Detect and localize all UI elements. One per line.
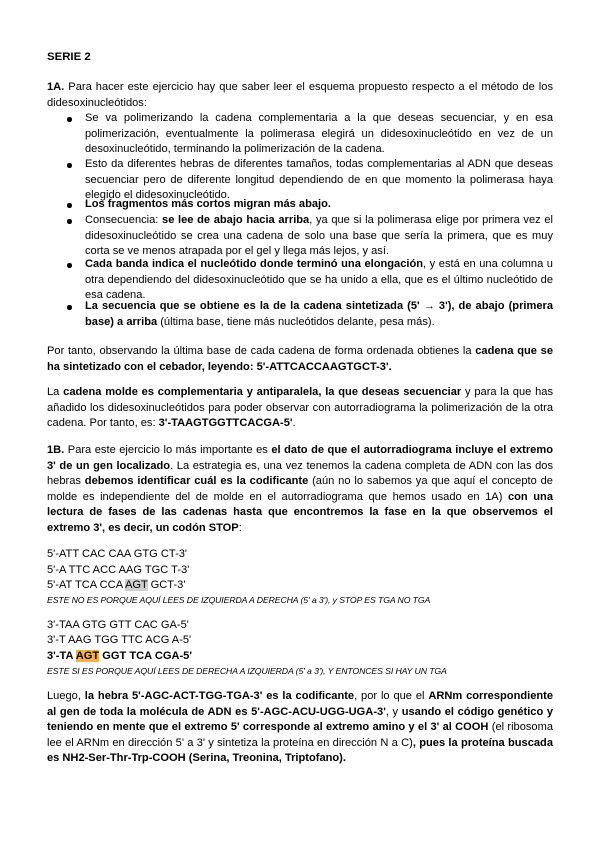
paragraph-bold-text: cadena que se ha sintetizado con el cebador, leyendo: 5'-ATTCACCAAGTGCT-3'. <box>47 345 553 373</box>
page-title: SERIE 2 <box>47 51 91 63</box>
section-1b-paragraph <box>47 443 553 537</box>
bullet-text: (última base, tiene más nucleótidos delante, pesa más). <box>157 315 435 328</box>
paragraph-text: . La estrategia es, una vez tenemos la cadena completa de ADN con las dos hebras <box>47 459 553 488</box>
bullet-bold-text: La secuencia que se obtiene es la de la cadena sintetizada (5' → 3'), de abajo (primera base) a arriba <box>85 300 553 328</box>
sequence-line: 3'-T AAG TGG TTC ACG A-5' <box>47 634 192 646</box>
paragraph-text: Para hacer este ejercicio hay que saber leer el esquema propuesto respecto a el método de los didesoxinucleótidos: <box>47 81 553 109</box>
paragraph-bold-text: con una lectura de fases de las cadenas hasta que encontremos la fase en la que observemos el extremo 3', es decir, un codón STOP <box>47 490 553 534</box>
sequence-line: 5'-ATT CAC CAA GTG CT-3' <box>47 548 188 560</box>
bullet-text: , ya que si la polimerasa elige por primera vez el didesoxinucleótido se crea una cadena de solo una base que sería la primera, que es muy corta se ve menos atrapada por el gel y llega más lejos, y así. <box>85 214 553 258</box>
paragraph <box>47 344 553 375</box>
bullet-text: Consecuencia: <box>85 214 163 226</box>
sequence-text: GCT-3' <box>147 579 186 591</box>
bullet-item <box>85 213 553 260</box>
paragraph-text: . <box>292 417 296 430</box>
paragraph-text: Por tanto, observando la última base de cada cadena de forma ordenada obtienes la <box>47 345 476 357</box>
conclusion-paragraph <box>47 689 553 767</box>
annotation-note: ESTE NO ES PORQUE AQUÍ LEES DE IZQUIERDA A DERECHA (5' a 3'), y STOP ES TGA NO TGA <box>47 595 431 605</box>
paragraph-text: y para la que has añadido los didesoxinucleótidos para poder observar con autorradiograma la polimerización de la otra cadena. Por tanto, es: <box>47 386 553 430</box>
paragraph-text: (aún no lo sabemos ya que aquí el concepto de molde es independiente del de molde en el autorradiograma que hemos usado en 1A) <box>47 475 553 503</box>
bullet-item: Se va polimerizando la cadena complementaria a la que deseas secuenciar, y en esa polimerización, eventualmente la polimerasa elegirá un didesoxinucleótido en vez de un desoxinucleótido, terminando la polimerización de la cadena. <box>85 111 553 158</box>
paragraph-bold-text: el dato de que el autorradiograma incluye el extremo 3' de un gen localizado <box>47 444 553 472</box>
paragraph-bold-text: la hebra 5'-AGC-ACT-TGG-TGA-3' es la codificante <box>84 690 355 702</box>
paragraph-text: La <box>47 386 64 398</box>
paragraph-text: Luego, <box>47 690 85 702</box>
paragraph-text: , por lo que el <box>354 690 429 702</box>
paragraph <box>47 385 553 432</box>
paragraph-bold-text: 3'-TAAGTGGTTCACGA-5' <box>158 417 293 430</box>
sequence-line <box>47 649 192 665</box>
paragraph-bold-text: , pues la proteína buscada es NH2-Ser-Thr-Trp-COOH (Serina, Treonina, Triptofano). <box>47 736 554 765</box>
sequence-text: GGT TCA CGA-5' <box>99 650 192 662</box>
bullet-bold-text: se lee de abajo hacia arriba <box>162 214 310 226</box>
paragraph-text: , y <box>385 705 402 718</box>
bullet-bold-text: Cada banda indica el nucleótido donde terminó una elongación <box>85 258 423 270</box>
bullet-text: , y está en una columna u otra dependiendo del didesoxinucleótido que se ha unido a ella, que es el último nucleótido de esa cadena. <box>85 258 553 302</box>
bullet-item: Los fragmentos más cortos migran más abajo. <box>85 197 553 213</box>
paragraph-bold-text: ARNm correspondiente al gen de toda la molécula de ADN es 5'-AGC-ACU-UGG-UGA-3' <box>47 690 554 718</box>
bullet-item: Esto da diferentes hebras de diferentes tamaños, todas complementarias al ADN que deseas secuenciar pero de diferente longitud dependiendo de en que momento la polimerasa haya elegido el didesoxinucleótido. <box>85 157 553 204</box>
section-label: 1A. <box>47 81 65 93</box>
annotation-note: ESTE SI ES PORQUE AQUÍ LEES DE DERECHA A IZQUIERDA (5' a 3'), Y ENTONCES SI HAY UN TGA <box>47 666 447 676</box>
paragraph-bold-text: usando el código genético y teniendo en mente que el extremo 5' corresponde al extremo amino y el 3' al COOH <box>47 705 554 734</box>
sequence-text: 5'-AT TCA CCA <box>47 579 125 591</box>
paragraph-text: Para este ejercicio lo más importante es <box>64 444 272 456</box>
paragraph-bold-text: cadena molde es complementaria y antiparalela, la que deseas secuenciar <box>63 386 462 398</box>
sequence-line: 5'-A TTC ACC AAG TGC T-3' <box>47 564 190 576</box>
sequence-line: 3'-TAA GTG GTT CAC GA-5' <box>47 619 189 631</box>
section-label: 1B. <box>47 444 65 456</box>
section-1a-intro <box>47 80 553 111</box>
paragraph-text: : <box>238 521 242 534</box>
bullet-item <box>85 257 553 304</box>
sequence-text: 3'-TA <box>47 650 76 662</box>
paragraph-text: (el ribosoma lee el ARNm en dirección 5' a 3' y sintetiza la proteína en dirección N a C) <box>47 721 554 749</box>
bullet-item <box>85 299 553 330</box>
paragraph-bold-text: debemos identificar cuál es la codificante <box>84 475 309 488</box>
highlighted-codon: AGT <box>75 650 100 662</box>
sequence-line <box>47 578 185 594</box>
highlighted-codon: AGT <box>124 579 148 591</box>
